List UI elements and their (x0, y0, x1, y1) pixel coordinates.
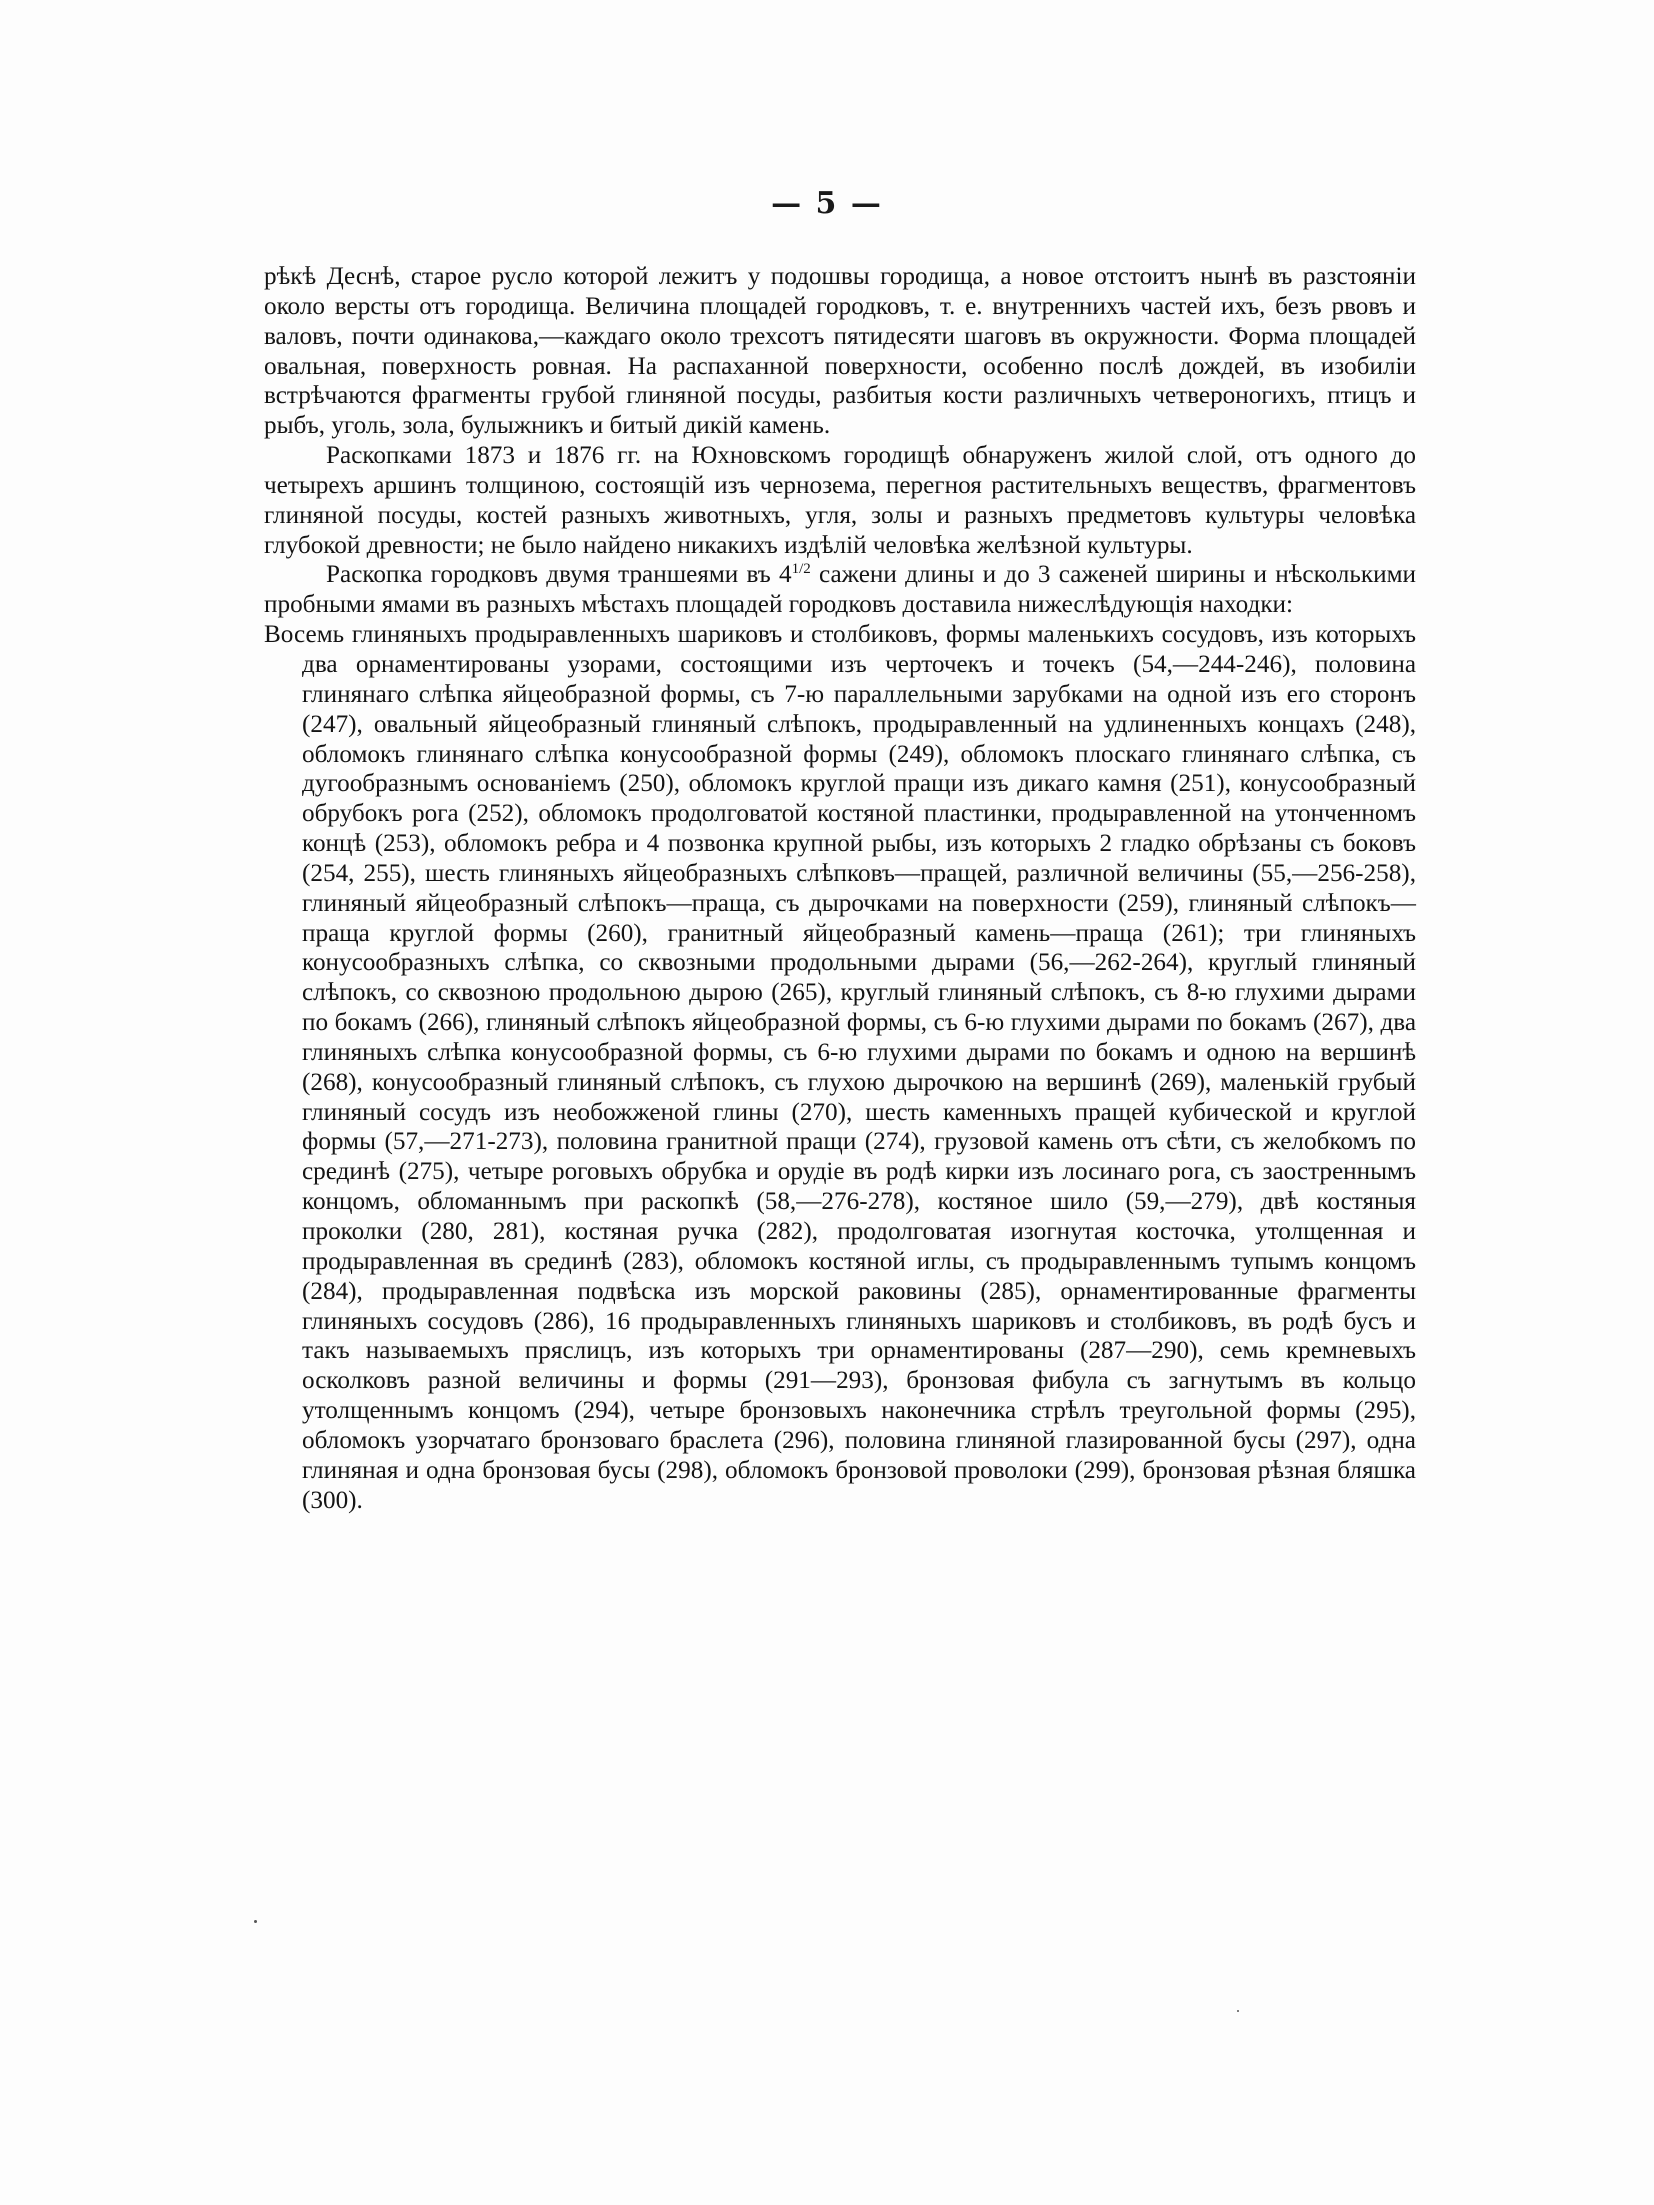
paragraph-4-findings-list: Восемь глиняныхъ продыравленныхъ шариковъ и столбиковъ, формы маленькихъ сосудовъ, изъ которыхъ два орнаментированы узорами, состоящими изъ черточекъ и точекъ (54,—244-246), половина глинянаго слѣпка яйцеобразной формы, съ 7-ю параллельными зарубками на одной изъ его сторонъ (247), овальный яйцеобразный глиняный слѣпокъ, продыравленный на удлиненныхъ концахъ (248), обломокъ глинянаго слѣпка конусообразной формы (249), обломокъ плоскаго глинянаго слѣпка, съ дугообразнымъ основаніемъ (250), обломокъ круглой пращи изъ дикаго камня (251), конусообразный обрубокъ рога (252), обломокъ продолговатой костяной пластинки, продыравленной на утонченномъ концѣ (253), обломокъ ребра и 4 позвонка крупной рыбы, изъ которыхъ 2 гладко обрѣзаны съ боковъ (254, 255), шесть глиняныхъ яйцеобразныхъ слѣпковъ—пращей, различной величины (55,—256-258), глиняный яйцеобразный слѣпокъ—праща, съ дырочками на поверхности (259), глиняный слѣпокъ—праща круглой формы (260), гранитный яйцеобразный камень—праща (261); три глиняныхъ конусообразныхъ слѣпка, со сквозными продольными дырами (56,—262-264), круглый глиняный слѣпокъ, со сквозною продольною дырою (265), круглый глиняный слѣпокъ, съ 8-ю глухими дырами по бокамъ (266), глиняный слѣпокъ яйцеобразной формы, съ 6-ю глухими дырами по бокамъ (267), два глиняныхъ слѣпка конусообразной формы, съ 6-ю глухими дырами по бокамъ и одною на вершинѣ (268), конусообразный глиняный слѣпокъ, съ глухою дырочкою на вершинѣ (269), маленькій грубый глиняный сосудъ изъ необожженой глины (270), шесть каменныхъ пращей кубической и круглой формы (57,—271-273), половина гранитной пращи (274), грузовой камень отъ сѣти, съ желобкомъ по срединѣ (275), четыре роговыхъ обрубка и орудіе въ родѣ кирки изъ лосинаго рога, съ заостреннымъ концомъ, обломаннымъ при раскопкѣ (58,—276-278), костяное шило (59,—279), двѣ костяныя проколки (280, 281), костяная ручка (282), продолговатая изогнутая косточка, утолщенная и продыравленная въ срединѣ (283), обломокъ костяной иглы, съ продыравленнымъ тупымъ концомъ (284), продыравленная подвѣска изъ морской раковины (285), орнаментированные фрагменты глиняныхъ сосудовъ (286), 16 продыравленныхъ глиняныхъ шариковъ и столбиковъ, въ родѣ бусъ и такъ называемыхъ пряслицъ, изъ которыхъ три орнаментированы (287—290), семь кремневыхъ осколковъ разной величины и формы (291—293), бронзовая фибула съ загнутымъ въ кольцо утолщеннымъ концомъ (294), четыре бронзовыхъ наконечника стрѣлъ треугольной формы (295), обломокъ узорчатаго бронзоваго браслета (296), половина глиняной глазированной бусы (297), одна глиняная и одна бронзовая бусы (298), обломокъ бронзовой проволоки (299), бронзовая рѣзная бляшка (300). (264, 621, 1416, 1514)
page-number: — 5 — (771, 186, 883, 221)
paragraph-3 (264, 560, 1416, 620)
fraction-value: 1/2 (791, 561, 811, 578)
paragraph-1: рѣкѣ Деснѣ, старое русло которой лежитъ у подошвы городища, а новое отстоитъ нынѣ въ разстояніи около версты отъ городища. Величина площадей городковъ, т. е. внутреннихъ частей ихъ, безъ рвовъ и валовъ, почти одинакова,—каждаго около трехсотъ пятидесяти шаговъ въ окружности. Форма площадей овальная, поверхность ровная. На распаханной поверхности, особенно послѣ дождей, въ изобиліи встрѣчаются фрагменты грубой глиняной посуды, разбитыя кости различныхъ четвероногихъ, птицъ и рыбъ, уголь, зола, булыжникъ и битый дикій камень. (264, 263, 1416, 440)
scan-speck (1237, 2010, 1239, 2012)
fraction (792, 561, 811, 588)
paragraph-2: Раскопками 1873 и 1876 гг. на Юхновскомъ городищѣ обнаруженъ жилой слой, отъ одного до четырехъ аршинъ толщиною, состоящій изъ чернозема, перегноя растительныхъ веществъ, фрагментовъ глиняной посуды, костей разныхъ животныхъ, угля, золы и разныхъ предметовъ культуры человѣка глубокой древности; не было найдено никакихъ издѣлій человѣка желѣзной культуры. (264, 442, 1416, 559)
paragraph-3-end: сажени длины и до 3 саженей ширины и нѣсколькими пробными ямами въ разныхъ мѣстахъ площадей городковъ доставила нижеслѣдующія находки: (264, 561, 1416, 619)
body-text (264, 262, 1416, 1515)
scan-speck (254, 1920, 257, 1923)
paragraph-3-start: Раскопка городковъ двумя траншеями въ 4 (326, 561, 792, 589)
